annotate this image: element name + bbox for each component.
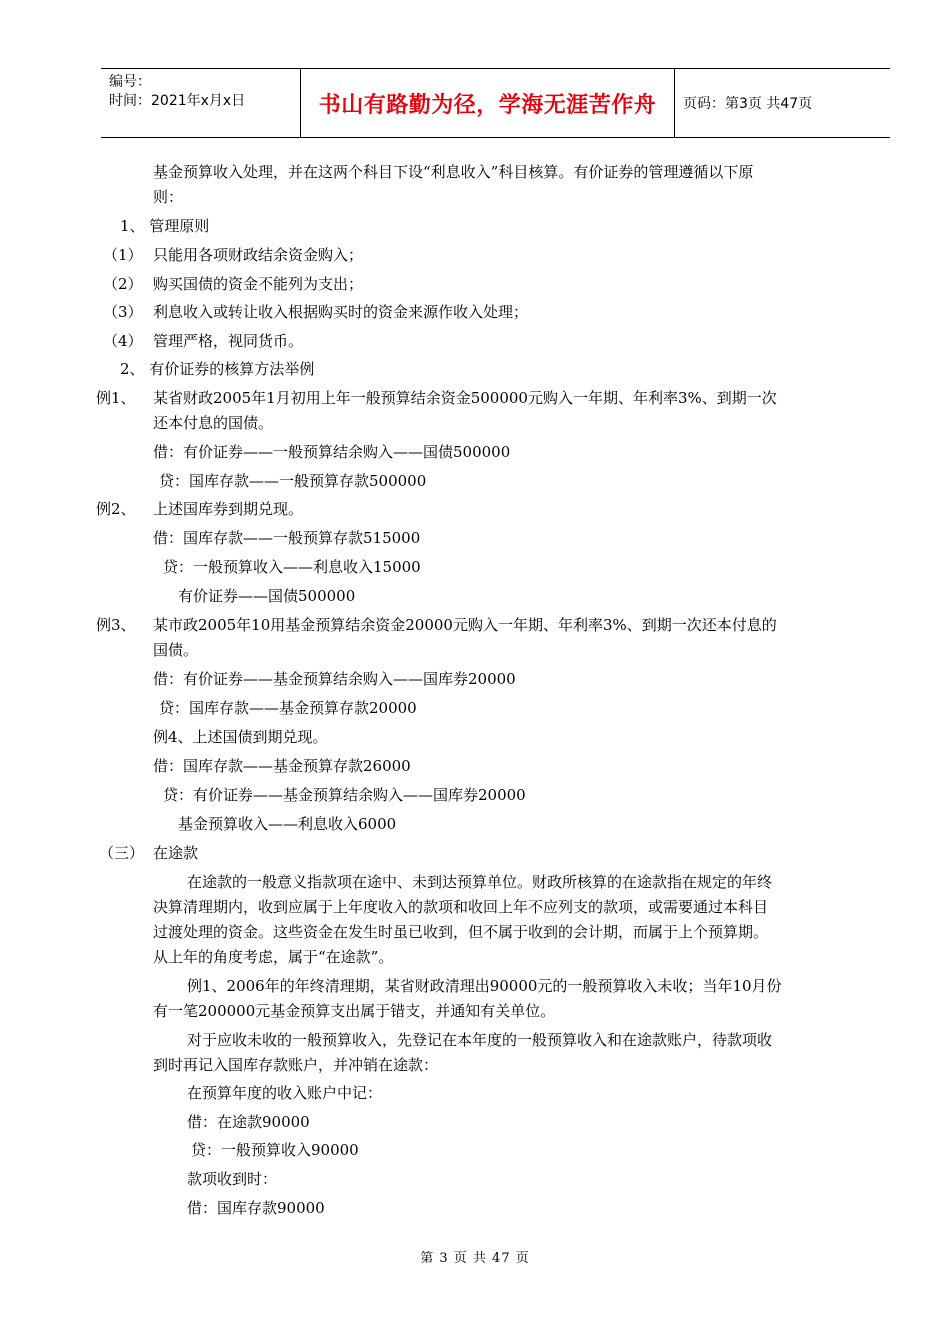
document-number-label: 编号： [109, 74, 151, 90]
body-line: 决算清理期内，收到应属于上年度收入的款项和收回上年不应列支的款项，或需要通过本科目 [153, 898, 769, 916]
body-line: 国债。 [153, 641, 199, 659]
journal-entry: 贷：一般预算收入——利息收入15000 [163, 558, 421, 576]
body-line: 利息收入或转让收入根据购买时的资金来源作收入处理； [153, 303, 529, 321]
body-line: 对于应收未收的一般预算收入，先登记在本年度的一般预算收入和在途款账户，待款项收 [187, 1031, 773, 1049]
section-heading: 1、 管理原则 [120, 217, 210, 235]
body-line: 从上年的角度考虑，属于“在途款”。 [153, 948, 394, 966]
header-page-info: 页码：第3页 共47页 [683, 96, 813, 112]
body-line: 过渡处理的资金。这些资金在发生时虽已收到，但不属于收到的会计期，而属于上个预算期。 [153, 923, 769, 941]
section-heading: 在途款 [153, 844, 199, 862]
body-line: 基金预算收入处理，并在这两个科目下设“利息收入”科目核算。有价证券的管理遵循以下原 [153, 163, 754, 181]
journal-entry: 有价证券——国债500000 [178, 587, 356, 605]
document-date: 时间：2021年x月x日 [109, 93, 246, 109]
item-number: （1） [103, 246, 143, 264]
header-motto-cell [301, 69, 675, 137]
body-line: 还本付息的国债。 [153, 414, 274, 432]
journal-entry: 贷：有价证券——基金预算结余购入——国库券20000 [163, 786, 526, 804]
example-label: 例3、 [96, 616, 136, 634]
body-line: 到时再记入国库存款账户，并冲销在途款： [153, 1056, 439, 1074]
body-line: 在预算年度的收入账户中记： [187, 1084, 383, 1102]
journal-entry: 借：国库存款——一般预算存款515000 [153, 529, 421, 547]
item-number: （4） [103, 332, 143, 350]
body-line: 例4、上述国债到期兑现。 [153, 728, 328, 746]
body-line: 上述国库券到期兑现。 [153, 500, 304, 518]
journal-entry: 借：国库存款90000 [187, 1199, 325, 1217]
example-label: 例2、 [96, 500, 136, 518]
body-line: 购买国债的资金不能列为支出； [153, 275, 364, 293]
journal-entry: 贷：一般预算收入90000 [191, 1141, 359, 1159]
item-number: （2） [103, 275, 143, 293]
journal-entry: 借：有价证券——基金预算结余购入——国库券20000 [153, 670, 516, 688]
header-motto: 书山有路勤为径，学海无涯苦作舟 [318, 92, 657, 118]
journal-entry: 贷：国库存款——基金预算存款20000 [159, 699, 417, 717]
page-footer: 第 3 页 共 47 页 [420, 1251, 530, 1266]
body-line: 款项收到时： [187, 1170, 278, 1188]
journal-entry: 借：有价证券——一般预算结余购入——国债500000 [153, 443, 511, 461]
journal-entry: 贷：国库存款——一般预算存款500000 [159, 472, 427, 490]
body-line: 在途款的一般意义指款项在途中、未到达预算单位。财政所核算的在途款指在规定的年终 [187, 873, 773, 891]
example-label: 例1、 [96, 389, 136, 407]
header-meta [101, 69, 301, 137]
section-number: （三） [99, 844, 145, 862]
section-heading: 2、 有价证券的核算方法举例 [120, 360, 315, 378]
journal-entry: 借：在途款90000 [187, 1113, 310, 1131]
body-line: 有一笔200000元基金预算支出属于错支，并通知有关单位。 [153, 1002, 556, 1020]
page-header [101, 68, 890, 138]
body-line: 例1、2006年的年终清理期，某省财政清理出90000元的一般预算收入未收；当年10月份 [187, 977, 782, 995]
item-number: （3） [103, 303, 143, 321]
body-line: 某省财政2005年1月初用上年一般预算结余资金500000元购入一年期、年利率3%、到期一次 [153, 389, 777, 407]
body-line: 则： [153, 188, 184, 206]
journal-entry: 基金预算收入——利息收入6000 [178, 815, 397, 833]
journal-entry: 借：国库存款——基金预算存款26000 [153, 757, 411, 775]
body-line: 只能用各项财政结余资金购入； [153, 246, 364, 264]
body-line: 管理严格，视同货币。 [153, 332, 304, 350]
body-line: 某市政2005年10用基金预算结余资金20000元购入一年期、年利率3%、到期一次还本付息的 [153, 616, 777, 634]
